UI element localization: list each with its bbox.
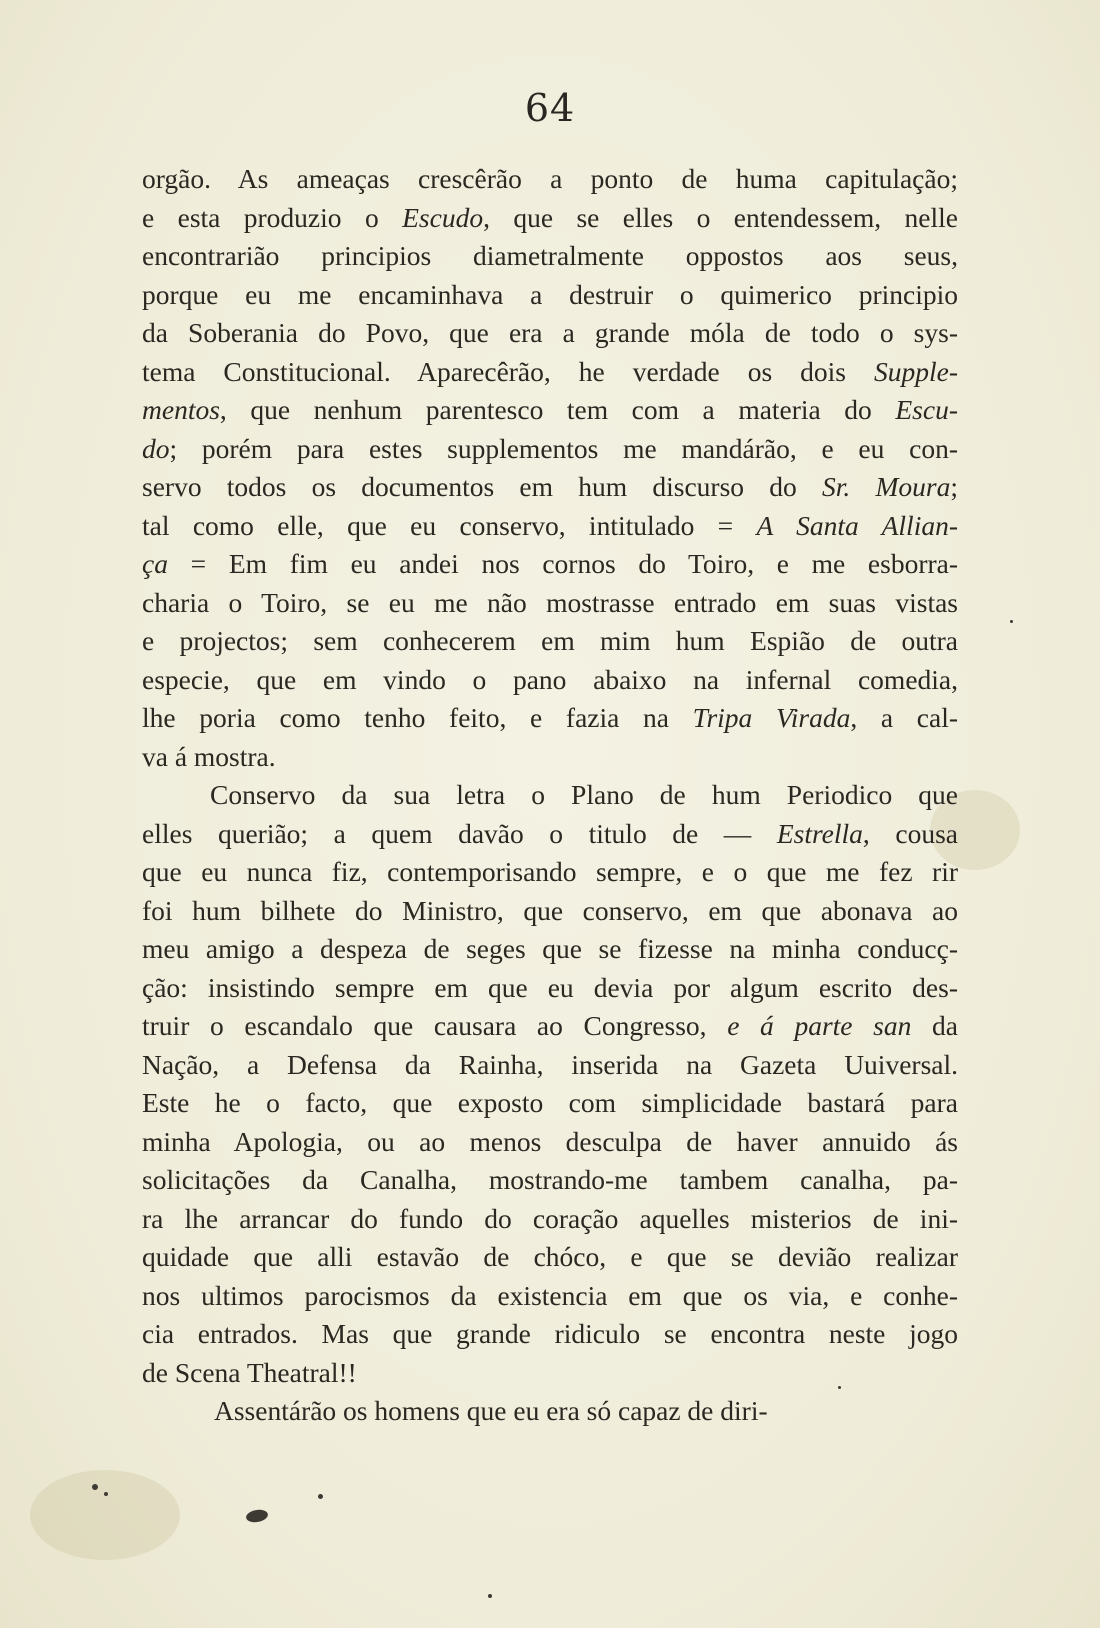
ink-blot [245, 1508, 269, 1524]
text-line [142, 776, 958, 815]
italic-text: Escudo [402, 201, 484, 233]
text-run: porque eu me encaminhava a destruir o quimerico principio [142, 278, 958, 310]
text-line [142, 160, 958, 199]
italic-text: Sr. Moura [821, 471, 951, 502]
ink-speck [488, 1594, 492, 1598]
foxing-stain [30, 1470, 180, 1560]
ink-speck [1010, 620, 1013, 623]
text-line [142, 1084, 958, 1123]
text-run: solicitações da Canalha, mostrando-me tambem canalha, pa- [142, 1164, 958, 1195]
text-run: charia o Toiro, se eu me não mostrasse entrado em suas vistas [142, 586, 958, 618]
text-line [142, 584, 958, 623]
text-line [142, 1354, 958, 1393]
text-line [142, 1238, 958, 1277]
text-line [142, 969, 958, 1008]
italic-text: mentos [142, 394, 220, 425]
text-run: ; porém para estes supplementos me mandárão, e eu con- [169, 432, 958, 464]
text-line [142, 1315, 958, 1354]
text-run: servo todos os documentos em hum discurso do [142, 471, 822, 502]
text-line [142, 1392, 958, 1431]
text-line [142, 507, 958, 546]
text-run: e esta produzio o [142, 201, 403, 233]
italic-text: Tripa Virada [692, 702, 851, 733]
text-run: tal como elle, que eu conservo, intitulado = [142, 509, 757, 541]
page-number: 64 [524, 86, 576, 130]
text-line [142, 430, 958, 469]
text-line [142, 930, 958, 969]
text-run: Este he o facto, que exposto com simplicidade bastará para [142, 1087, 958, 1118]
text-line [142, 1007, 958, 1046]
text-run: da Soberania do Povo, que era a grande móla de todo o sys- [142, 317, 958, 348]
text-line [142, 1200, 958, 1239]
body-text [142, 160, 958, 1431]
text-run: que eu nunca fiz, contemporisando sempre, e o que me fez rir [142, 856, 958, 887]
text-run: elles querião; a quem davão o titulo de — [142, 817, 777, 849]
ink-speck [92, 1484, 98, 1490]
text-line [142, 237, 958, 276]
ink-speck [104, 1492, 108, 1496]
text-line [142, 199, 958, 238]
text-run: quidade que alli estavão de chóco, e que se devião realizar [142, 1241, 958, 1272]
text-line [142, 276, 958, 315]
italic-text: do [142, 432, 170, 464]
italic-text: Escu- [895, 394, 958, 425]
text-run: va á mostra. [142, 740, 276, 772]
text-run: especie, que em vindo o pano abaixo na infernal comedia, [142, 663, 958, 695]
text-run: de Scena Theatral!! [142, 1356, 357, 1388]
text-run: cia entrados. Mas que grande ridiculo se encontra neste jogo [142, 1318, 958, 1349]
text-run: minha Apologia, ou ao menos desculpa de haver annuido ás [142, 1125, 958, 1157]
text-run: tema Constitucional. Aparecêrão, he verdade os dois [142, 355, 874, 387]
ink-speck [318, 1494, 323, 1499]
text-run: Conservo da sua letra o Plano de hum Periodico que [210, 779, 958, 810]
text-run: , cousa [862, 817, 958, 849]
text-run: , que se elles o entendessem, nelle [483, 201, 958, 233]
text-run: e projectos; sem conhecerem em mim hum Espião de outra [142, 625, 958, 656]
text-line [142, 622, 958, 661]
italic-text: Estrella [776, 817, 863, 849]
text-line [142, 1277, 958, 1316]
text-run: ra lhe arrancar do fundo do coração aquelles misterios de ini- [142, 1202, 958, 1234]
text-line [142, 353, 958, 392]
ink-speck [838, 1386, 841, 1389]
text-run: = Em fim eu andei nos cornos do Toiro, e me esborra- [167, 548, 958, 579]
text-run: da [911, 1010, 958, 1041]
text-run: nos ultimos parocismos da existencia em que os via, e conhe- [142, 1279, 958, 1311]
text-run: Nação, a Defensa da Rainha, inserida na Gazeta Uuiversal. [142, 1048, 958, 1080]
text-line [142, 545, 958, 584]
italic-text: Supple- [873, 355, 958, 387]
italic-text: e á parte san [727, 1010, 912, 1041]
italic-text: A Santa Allian- [756, 509, 958, 541]
italic-text: ça [142, 548, 168, 579]
text-line [142, 738, 958, 777]
text-run: truir o escandalo que causara ao Congresso, [142, 1010, 728, 1041]
text-run: , que nenhum parentesco tem com a materia do [219, 394, 896, 425]
text-run: , a cal- [850, 702, 958, 733]
text-run: ; [950, 471, 958, 502]
text-line [142, 699, 958, 738]
text-line [142, 815, 958, 854]
text-line [142, 892, 958, 931]
text-run: meu amigo a despeza de seges que se fizesse na minha conducç- [142, 933, 958, 964]
text-line [142, 468, 958, 507]
text-line [142, 391, 958, 430]
text-run: encontrarião principios diametralmente oppostos aos seus, [142, 240, 958, 271]
text-line [142, 661, 958, 700]
text-line [142, 314, 958, 353]
text-run: ção: insistindo sempre em que eu devia por algum escrito des- [142, 971, 958, 1003]
text-line [142, 853, 958, 892]
text-line [142, 1161, 958, 1200]
text-run: lhe poria como tenho feito, e fazia na [142, 702, 693, 733]
text-run: orgão. As ameaças crescêrão a ponto de huma capitulação; [142, 163, 958, 194]
text-run: Assentárão os homens que eu era só capaz de diri- [214, 1395, 768, 1426]
text-line [142, 1123, 958, 1162]
text-line [142, 1046, 958, 1085]
text-run: foi hum bilhete do Ministro, que conservo, em que abonava ao [142, 894, 958, 926]
